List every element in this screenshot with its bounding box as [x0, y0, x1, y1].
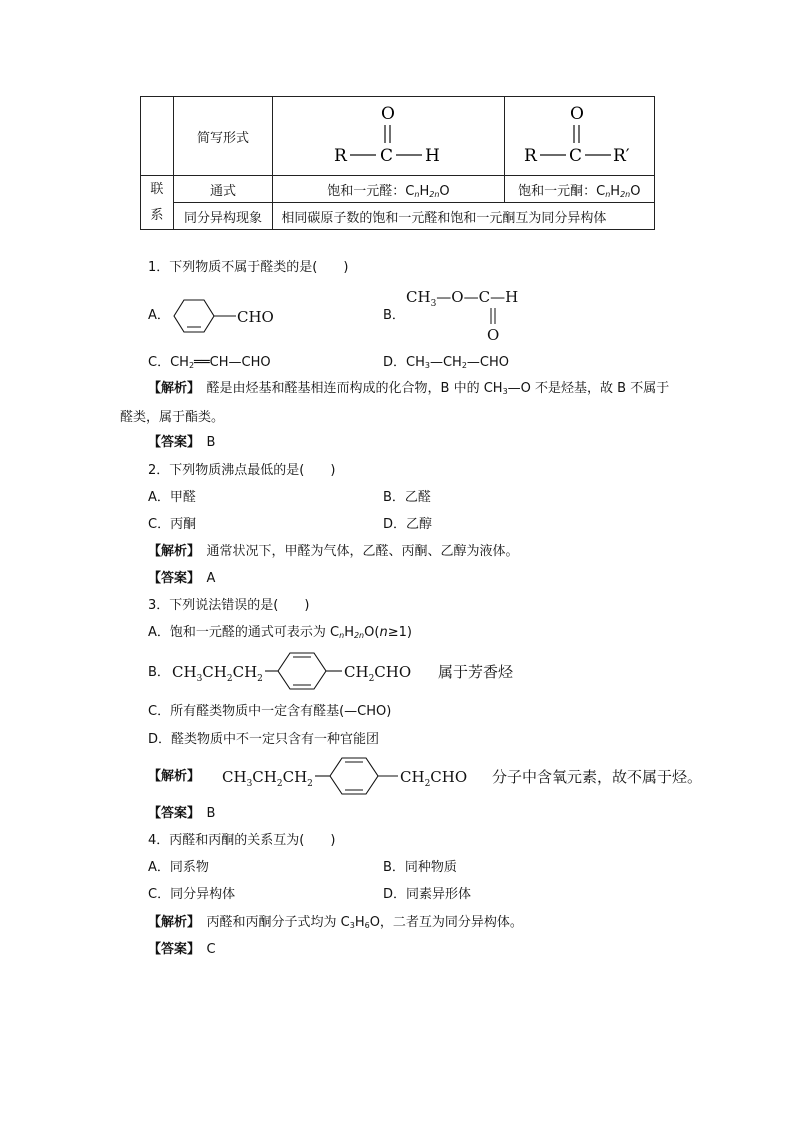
q4-analysis: 【解析】 丙醛和丙酮分子式均为 $C_3H_6O$，二者互为同分异构体。 — [148, 915, 523, 930]
q3-option-b-label: B． — [148, 665, 170, 680]
atom-o: O — [381, 104, 396, 124]
svg-text:CH3CH2CH2: $CH_3CH_2CH_2$ — [222, 768, 313, 789]
svg-text:属于芳香烃: 属于芳香烃 — [438, 663, 514, 681]
ketone-structure-cell — [504, 97, 654, 176]
question-3-stem: 3．下列说法错误的是( ) — [148, 598, 310, 613]
q1-option-b-label: B． — [383, 308, 405, 323]
table-row — [141, 203, 655, 230]
summary-table — [140, 96, 655, 230]
atom-r: R — [334, 146, 348, 166]
svg-text:CH3—O—C—H: $CH_3—O—C—H$ — [406, 288, 519, 309]
isomerism-description: 相同碳原子数的饱和一元醛和饱和一元酮互为同分异构体 — [273, 203, 655, 230]
q1-option-d: D．$CH_3—CH_2—CHO$ — [383, 355, 510, 370]
aldehyde-group-label: CHO — [237, 308, 274, 326]
atom-h: H — [425, 146, 441, 166]
q3-option-b-structure — [170, 650, 514, 692]
atom-c: C — [569, 146, 583, 166]
benzaldehyde-structure — [170, 296, 280, 336]
atom-c: C — [380, 146, 394, 166]
aldehyde-structure-cell — [273, 97, 504, 176]
question-4-stem: 4．丙醛和丙酮的关系互为( ) — [148, 833, 336, 848]
atom-r-prime: R′ — [613, 146, 630, 166]
q2-option-d: D．乙醇 — [383, 517, 433, 532]
q3-analysis-tag: 【解析】 — [148, 769, 201, 784]
svg-text:CH2CHO: $CH_2CHO$ — [400, 768, 468, 789]
q4-option-d: D．同素异形体 — [383, 887, 472, 902]
carbonyl-oxygen: O — [487, 326, 500, 344]
q3-option-c: C．所有醛类物质中一定含有醛基(—CHO) — [148, 704, 392, 719]
aldehyde-general-formula: 饱和一元醛：$C_nH_{2n}O$ — [273, 176, 504, 203]
table-row — [141, 97, 655, 176]
table-empty-cell — [141, 97, 174, 176]
q3-analysis-structure — [220, 755, 703, 797]
q2-option-a: A．甲醛 — [148, 490, 196, 505]
svg-text:分子中含氧元素，故不属于烃。: 分子中含氧元素，故不属于烃。 — [492, 768, 703, 786]
q1-option-c: C．$CH_2══CH—CHO$ — [148, 355, 271, 370]
q1-answer: 【答案】 B — [148, 435, 216, 450]
ketone-structure — [524, 101, 634, 171]
question-2-stem: 2．下列物质沸点最低的是( ) — [148, 463, 336, 478]
q3-option-a: A．饱和一元醛的通式可表示为 $C_nH_{2n}O(n\ge 1)$ — [148, 625, 412, 640]
svg-text:CH3CH2CH2: $CH_3CH_2CH_2$ — [172, 663, 263, 684]
atom-r: R — [524, 146, 538, 166]
q1-option-a-label: A． — [148, 308, 170, 323]
svg-text:CH2CHO: $CH_2CHO$ — [344, 663, 412, 684]
table-row-label: 同分异构现象 — [173, 203, 273, 230]
q2-answer: 【答案】 A — [148, 571, 216, 586]
q4-answer: 【答案】 C — [148, 942, 216, 957]
atom-o: O — [570, 104, 585, 124]
q4-option-b: B．同种物质 — [383, 860, 457, 875]
q3-answer: 【答案】 B — [148, 806, 216, 821]
table-row-label: 简写形式 — [173, 97, 273, 176]
q4-option-c: C．同分异构体 — [148, 887, 236, 902]
table-side-label: 联 系 — [141, 176, 174, 230]
q3-option-d: D．醛类物质中不一定只含有一种官能团 — [148, 732, 380, 747]
table-row — [141, 176, 655, 203]
q1-analysis: 【解析】 醛是由烃基和醛基相连而构成的化合物，B 中的 $CH_3—O$ 不是烃基，故 B 不属于醛类，属于酯类。 — [120, 381, 670, 425]
question-1-stem: 1．下列物质不属于醛类的是( ) — [148, 260, 349, 275]
table-row-label: 通式 — [173, 176, 273, 203]
methyl-formate-structure — [404, 284, 554, 346]
q2-option-c: C．丙酮 — [148, 517, 197, 532]
aldehyde-structure — [328, 101, 448, 171]
ketone-general-formula: 饱和一元酮：$C_nH_{2n}O$ — [504, 176, 654, 203]
q4-option-a: A．同系物 — [148, 860, 209, 875]
q2-analysis: 【解析】 通常状况下，甲醛为气体，乙醛、丙酮、乙醇为液体。 — [148, 544, 519, 559]
q2-option-b: B．乙醛 — [383, 490, 431, 505]
